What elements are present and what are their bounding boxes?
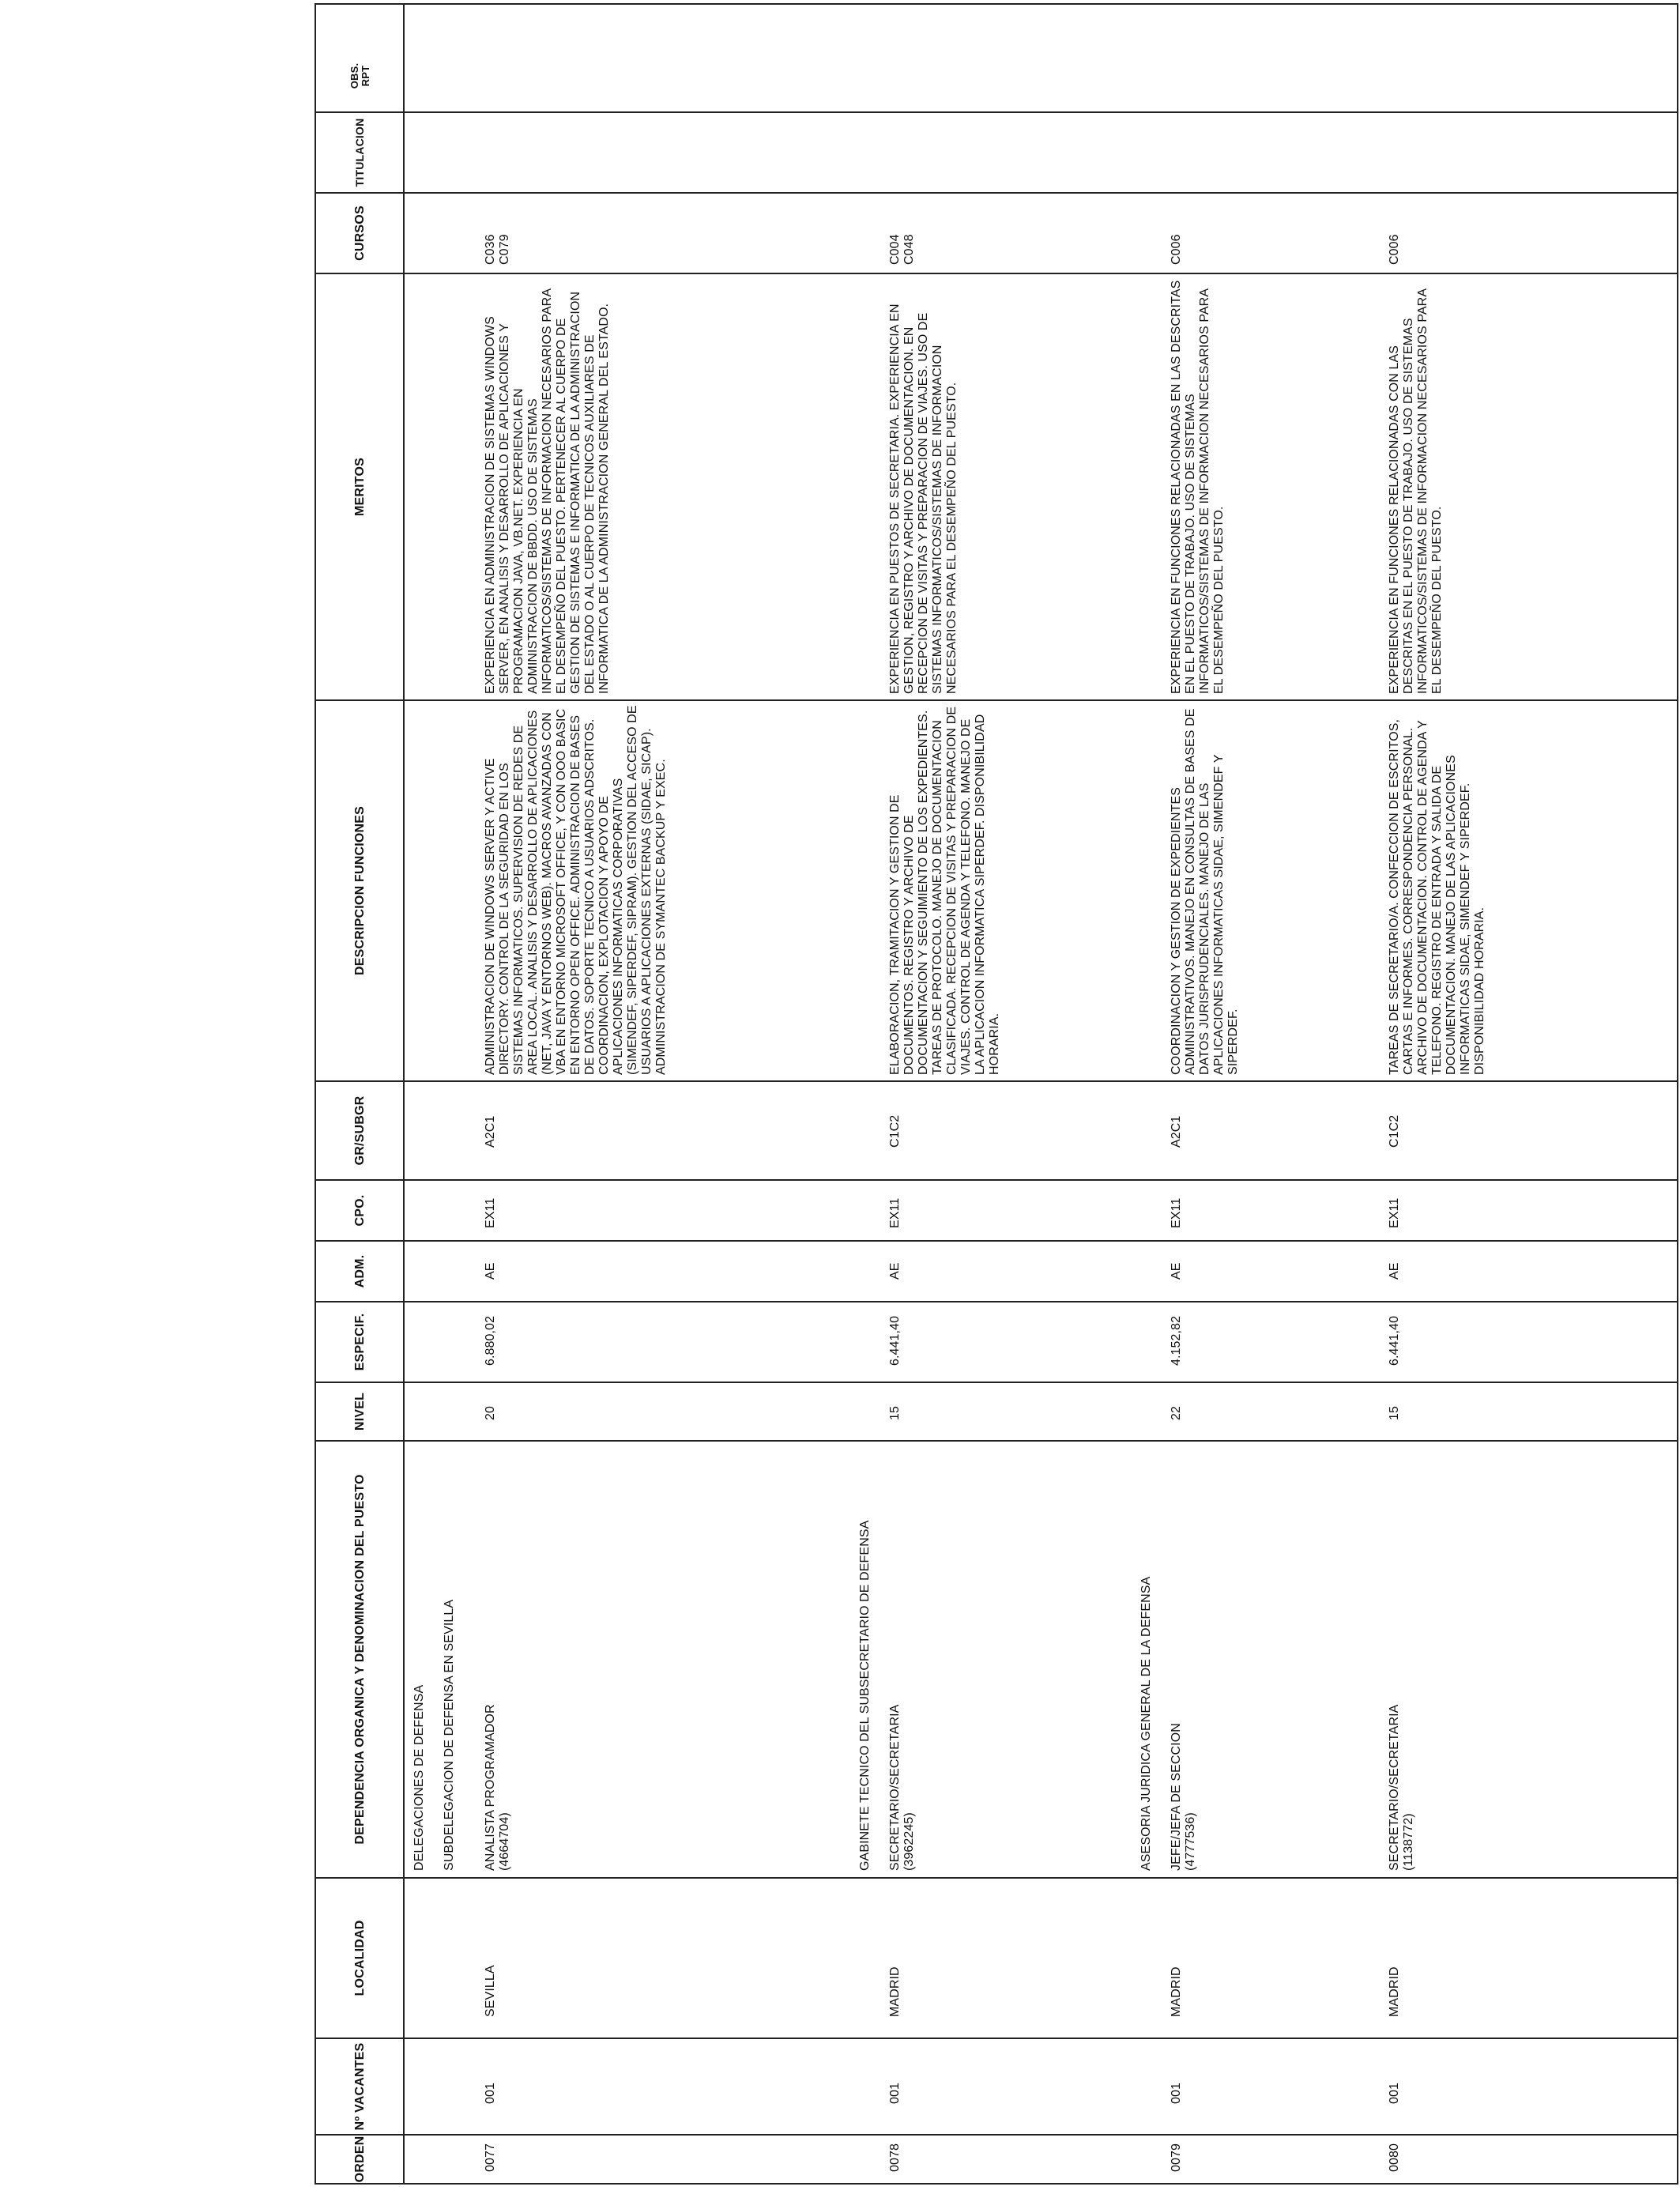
group-heading: GABINETE TECNICO DEL SUBSECRETARIO DE DEFENSA xyxy=(858,1520,872,1871)
header-descripcion: DESCRIPCION FUNCIONES xyxy=(353,806,367,975)
cell-grsubgr: A2C1 xyxy=(1170,1115,1183,1148)
cell-vacantes: 001 xyxy=(888,2083,902,2104)
header-adm: ADM. xyxy=(353,1254,367,1288)
cell-codigo: (4664704) xyxy=(498,1812,511,1871)
cell-puesto: ANALISTA PROGRAMADOR xyxy=(484,1704,497,1871)
cell-especif: 6.880,02 xyxy=(484,1315,497,1366)
cell-especif: 6.441,40 xyxy=(888,1315,902,1366)
header-especif: ESPECIF. xyxy=(353,1313,367,1371)
cell-nivel: 22 xyxy=(1170,1406,1183,1420)
cell-puesto: SECRETARIO/SECRETARIA xyxy=(1388,1704,1401,1871)
cell-localidad: SEVILLA xyxy=(484,1965,497,2017)
cell-descripcion: COORDINACION Y GESTION DE EXPEDIENTES ADMINISTRATIVOS. MANEJO EN CONSULTAS DE BASES DE DATOS JURISPRUDENCIALES. MANEJO DE LAS APLICACIONES INFORMATICAS SIDAE, SIMENDEF Y SIPERDEF. xyxy=(1170,708,1240,1075)
group-heading: SUBDELEGACION DE DEFENSA EN SEVILLA xyxy=(443,1599,456,1871)
cell-puesto: JEFE/JEFA DE SECCION xyxy=(1170,1723,1183,1871)
cell-grsubgr: A2C1 xyxy=(484,1115,497,1148)
cell-adm: AE xyxy=(888,1262,902,1280)
cell-descripcion: ELABORACION, TRAMITACION Y GESTION DE DOCUMENTOS. REGISTRO Y ARCHIVO DE DOCUMENTACION Y SEGUIMIENTO DE LOS EXPEDIENTES. TAREAS DE PROTOCOLO. MANEJO DE DOCUMENTACION CLASIFICADA. RECEPCION DE VISITAS Y PREPARACION DE VIAJES. CONTROL DE AGENDA Y TELEFONO. MANEJO DE LA APLICACION INFORMATICA SIPERDEF. DISPONIBILIDAD HORARIA. xyxy=(888,706,1001,1075)
cell-curso: C004 xyxy=(888,234,902,265)
header-cpo: CPO. xyxy=(353,1194,367,1227)
table-header xyxy=(316,5,405,2183)
header-orden: ORDEN xyxy=(353,2136,367,2183)
header-obs-rpt xyxy=(316,40,405,111)
cell-cpo: EX11 xyxy=(888,1197,902,1228)
cell-cpo: EX11 xyxy=(1388,1197,1401,1228)
group-heading: DELEGACIONES DE DEFENSA xyxy=(412,1684,426,1871)
header-titulacion: TITULACION xyxy=(353,118,367,187)
cell-cpo: EX11 xyxy=(484,1197,497,1228)
header-rpt: RPT xyxy=(360,65,371,87)
cell-vacantes: 001 xyxy=(484,2083,497,2104)
cell-curso: C036 xyxy=(484,234,497,265)
cell-orden: 0079 xyxy=(1170,2143,1183,2172)
cell-cpo: EX11 xyxy=(1170,1197,1183,1228)
cell-orden: 0077 xyxy=(484,2143,497,2172)
cell-vacantes: 001 xyxy=(1170,2083,1183,2104)
cell-nivel: 15 xyxy=(1388,1406,1401,1420)
header-grsubgr: GR/SUBGR xyxy=(353,1095,367,1166)
header-meritos: MERITOS xyxy=(353,458,367,517)
cell-grsubgr: C1C2 xyxy=(1388,1114,1401,1148)
cell-meritos: EXPERIENCIA EN FUNCIONES RELACIONADAS EN LAS DESCRITAS EN EL PUESTO DE TRABAJO. USO DE SISTEMAS INFORMATICOS/SISTEMAS DE INFORMACION NECESARIOS PARA EL DESEMPEÑO DEL PUESTO. xyxy=(1170,280,1226,694)
cell-codigo: (4777536) xyxy=(1184,1812,1197,1871)
cell-especif: 6.441,40 xyxy=(1388,1315,1401,1366)
cell-adm: AE xyxy=(1388,1262,1401,1280)
cell-meritos: EXPERIENCIA EN ADMINISTRACION DE SISTEMAS WINDOWS SERVER, EN ANALISIS Y DESARROLLO DE APLICACIONES Y PROGRAMACION JAVA, VB.NET. EXPERIENCIA EN ADMINISTRACION DE BBDD. USO DE SISTEMAS INFORMATICOS/SISTEMAS DE INFORMACION NECESARIOS PARA EL DESEMPEÑO DEL PUESTO. PERTENECER AL CUERPO DE GESTION DE SISTEMAS E INFORMATICA DE LA ADMINISTRACION DEL ESTADO O AL CUERPO DE TECNICOS AUXILIARES DE INFORMATICA DE LA ADMINISTRACION GENERAL DEL ESTADO. xyxy=(484,288,611,694)
vacancy-table xyxy=(315,3,1678,2185)
header-nivel: NIVEL xyxy=(353,1392,367,1431)
cell-descripcion: TAREAS DE SECRETARIO/A. CONFECCION DE ESCRITOS, CARTAS E INFORMES. CORRESPONDENCIA PERSONAL. ARCHIVO DE DOCUMENTACION. CONTROL DE AGENDA Y TELEFONO. REGISTRO DE ENTRADA Y SALIDA DE DOCUMENTACION. MANEJO DE LAS APLICACIONES INFORMATICAS SIDAE, SIMENDEF Y SIPERDEF. DISPONIBILIDAD HORARIA. xyxy=(1388,718,1486,1075)
cell-localidad: MADRID xyxy=(888,1966,902,2017)
cell-especif: 4.152,82 xyxy=(1170,1315,1183,1366)
cell-orden: 0080 xyxy=(1388,2143,1401,2172)
cell-grsubgr: C1C2 xyxy=(888,1114,902,1148)
cell-nivel: 15 xyxy=(888,1406,902,1420)
cell-codigo: (1138772) xyxy=(1402,1813,1415,1871)
cell-adm: AE xyxy=(1170,1262,1183,1280)
cell-meritos: EXPERIENCIA EN PUESTOS DE SECRETARIA. EXPERIENCIA EN GESTION, REGISTRO Y ARCHIVO DE DOCUMENTACION. EN RECEPCION DE VISITAS Y PREPARACION DE VIAJES. USO DE SISTEMAS INFORMATICOS/SISTEMAS DE INFORMACION NECESARIOS PARA EL DESEMPEÑO DEL PUESTO. xyxy=(888,303,959,694)
cell-curso: C079 xyxy=(498,234,511,265)
cell-codigo: (3962245) xyxy=(902,1812,916,1871)
header-obs: OBS. xyxy=(348,62,360,89)
cell-adm: AE xyxy=(484,1262,497,1280)
group-heading: ASESORIA JURIDICA GENERAL DE LA DEFENSA xyxy=(1139,1576,1153,1871)
header-vacantes: Nº VACANTES xyxy=(353,2042,367,2131)
cell-nivel: 20 xyxy=(484,1406,497,1420)
header-cursos: CURSOS xyxy=(353,205,367,261)
cell-puesto: SECRETARIO/SECRETARIA xyxy=(888,1704,902,1871)
cell-meritos: EXPERIENCIA EN FUNCIONES RELACIONADAS CON LAS DESCRITAS EN EL PUESTO DE TRABAJO. USO DE SISTEMAS INFORMATICOS/SISTEMAS DE INFORMACION NECESARIOS PARA EL DESEMPEÑO DEL PUESTO. xyxy=(1388,288,1444,694)
cell-localidad: MADRID xyxy=(1170,1966,1183,2017)
cell-curso: C048 xyxy=(902,234,916,265)
table-body xyxy=(405,5,1677,2183)
cell-curso: C006 xyxy=(1388,234,1401,265)
cell-vacantes: 001 xyxy=(1388,2083,1401,2104)
cell-descripcion: ADMINISTRACION DE WINDOWS SERVER Y ACTIVE DIRECTORY. CONTROL DE LA SEGURIDAD EN LOS SISTEMAS INFORMATICOS. SUPERVISION DE REDES DE AREA LOCAL. ANALISIS Y DESARROLLO DE APLICACIONES (NET, JAVA Y ENTORNOS WEB). MACROS AVANZADAS CON VBA EN ENTORNO MICROSOFT OFFICE, Y CON OOO BASIC EN ENTORNO OPEN OFFICE. ADMINISTRACION DE BASES DE DATOS. SOPORTE TECNICO A USUARIOS ADSCRITOS. COORDINACION, EXPLOTACION Y APOYO DE APLICACIONES INFORMATICAS CORPORATIVAS (SIMENDEF, SIPERDEF, SIPRAM). GESTION DEL ACCESO DE USUARIOS A APLICACIONES EXTERNAS (SIDAE, SICAP). ADMINISTRACION DE SYMANTEC BACKUP Y EXEC. xyxy=(484,705,668,1075)
cell-localidad: MADRID xyxy=(1388,1966,1401,2017)
cell-orden: 0078 xyxy=(888,2143,902,2172)
header-localidad: LOCALIDAD xyxy=(353,1920,367,1996)
cell-curso: C006 xyxy=(1170,234,1183,265)
header-dependencia: DEPENDENCIA ORGANICA Y DENOMINACION DEL PUESTO xyxy=(353,1474,367,1845)
